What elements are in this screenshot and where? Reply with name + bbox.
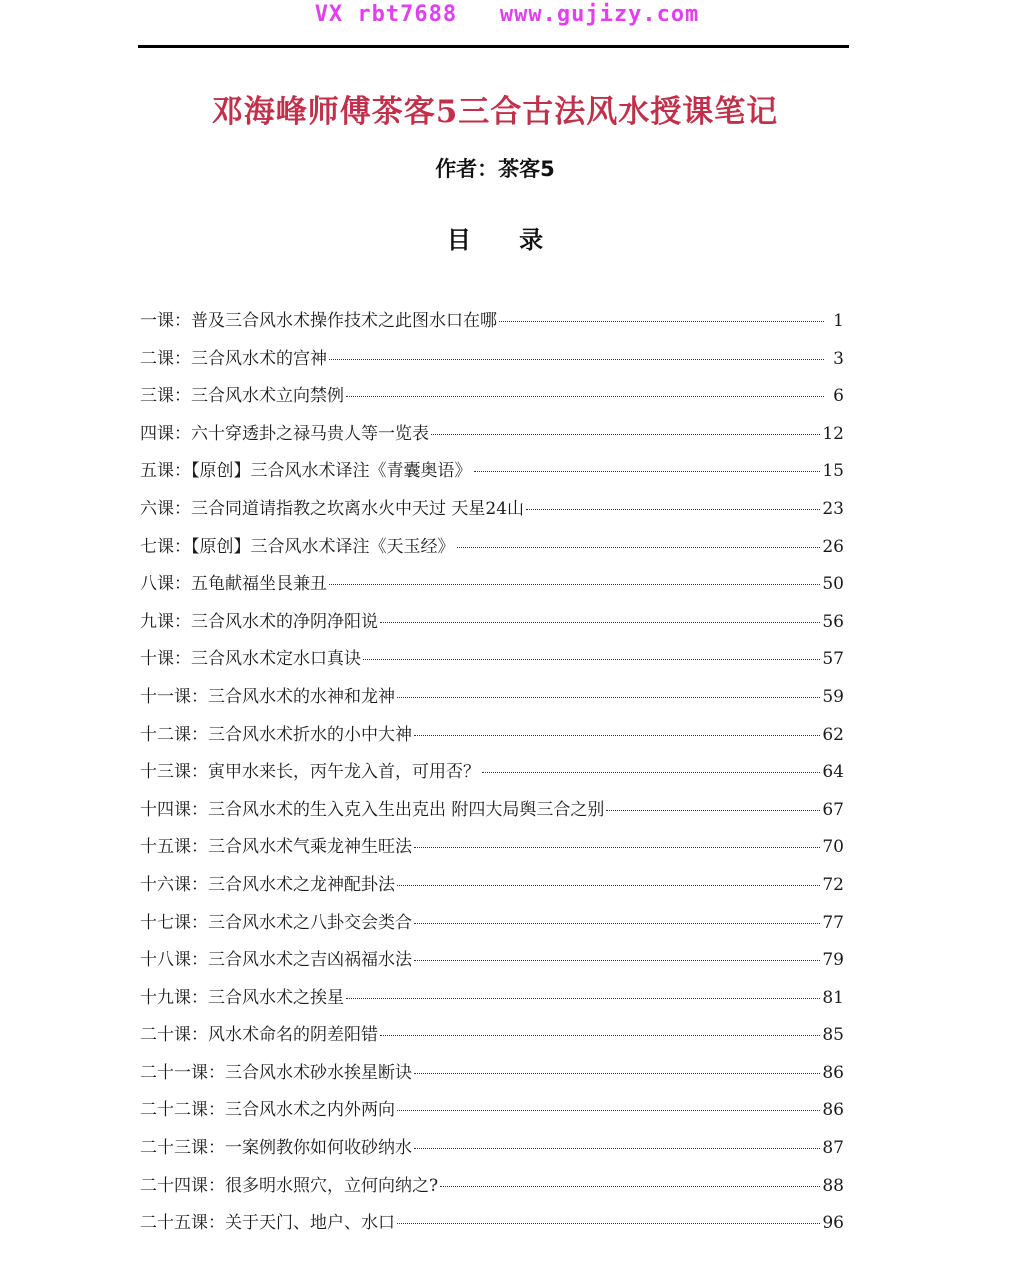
toc-entry-label: 九课：三合风水术的净阴净阳说 [140, 611, 378, 632]
toc-dot-leader [397, 697, 820, 698]
toc-entry-label: 二十一课：三合风水术砂水挨星断诀 [140, 1062, 412, 1083]
toc-entry-page-number: 56 [822, 611, 844, 632]
toc-entry-page-number: 72 [822, 874, 844, 895]
toc-entry[interactable] [140, 1171, 844, 1209]
toc-dot-leader [380, 1035, 820, 1036]
toc-entry-label: 二十四课：很多明水照穴，立何向纳之? [140, 1175, 439, 1196]
watermark-text: VX rbt7688 www.gujizy.com [314, 2, 700, 27]
toc-entry-page-number: 23 [822, 498, 844, 519]
toc-entry[interactable] [140, 569, 844, 607]
toc-entry[interactable] [140, 306, 844, 344]
toc-entry[interactable] [140, 419, 844, 457]
toc-entry-label: 四课：六十穿透卦之禄马贵人等一览表 [140, 423, 429, 444]
toc-entry-label: 二十五课：关于天门、地户、水口 [140, 1213, 395, 1234]
toc-entry-page-number: 70 [822, 837, 844, 858]
toc-entry-page-number: 96 [822, 1213, 844, 1234]
toc-entry-page-number: 88 [822, 1175, 844, 1196]
toc-entry-label: 十三课：寅甲水来长，丙午龙入首，可用否？ [140, 762, 480, 783]
toc-entry[interactable] [140, 494, 844, 532]
toc-dot-leader [397, 885, 820, 886]
toc-entry[interactable] [140, 456, 844, 494]
toc-dot-leader [329, 584, 820, 585]
toc-entry[interactable] [140, 1095, 844, 1133]
toc-entry-page-number: 26 [822, 536, 844, 557]
toc-entry-page-number: 64 [822, 762, 844, 783]
toc-entry[interactable] [140, 1058, 844, 1096]
author-line: 作者：茶客5 [435, 157, 555, 181]
toc-dot-leader [414, 735, 820, 736]
toc-dot-leader [380, 622, 820, 623]
toc-entry-page-number: 1 [833, 311, 844, 331]
toc-entry[interactable] [140, 644, 844, 682]
toc-entry[interactable] [140, 795, 844, 833]
toc-entry[interactable] [140, 682, 844, 720]
toc-dot-leader [346, 396, 824, 397]
toc-entry-label: 五课：【原创】三合风水术译注《青囊奥语》 [140, 461, 472, 482]
toc-entry[interactable] [140, 983, 844, 1021]
toc-entry-page-number: 86 [822, 1100, 844, 1121]
toc-entry-label: 十九课：三合风水术之挨星 [140, 987, 344, 1008]
toc-entry-page-number: 67 [822, 799, 844, 820]
toc-entry-label: 二十课：风水术命名的阴差阳错 [140, 1025, 378, 1046]
toc-entry-label: 十八课：三合风水术之吉凶祸福水法 [140, 950, 412, 971]
toc-entry-page-number: 6 [833, 386, 844, 407]
toc-entry-page-number: 59 [822, 686, 844, 707]
toc-dot-leader [526, 509, 820, 510]
toc-dot-leader [431, 434, 820, 435]
toc-entry-label: 十六课：三合风水术之龙神配卦法 [140, 874, 395, 895]
toc-dot-leader [414, 847, 820, 848]
toc-dot-leader [440, 1186, 820, 1187]
toc-entry-label: 十五课：三合风水术气乘龙神生旺法 [140, 837, 412, 858]
toc-entry-label: 八课：五龟献福坐艮兼丑 [140, 574, 327, 595]
toc-entry[interactable] [140, 720, 844, 758]
toc-entry-label: 二十二课：三合风水术之内外两向 [140, 1100, 395, 1121]
toc-entry-page-number: 62 [822, 724, 844, 745]
toc-entry[interactable] [140, 870, 844, 908]
toc-dot-leader [414, 1073, 820, 1074]
toc-entry-label: 七课：【原创】三合风水术译注《天玉经》 [140, 536, 455, 557]
toc-entry[interactable] [140, 832, 844, 870]
table-of-contents [140, 306, 844, 1246]
toc-dot-leader [414, 923, 820, 924]
toc-entry-page-number: 81 [822, 987, 844, 1008]
toc-entry-label: 二十三课：一案例教你如何收砂纳水 [140, 1138, 412, 1159]
toc-dot-leader [474, 471, 821, 472]
toc-heading: 目 录 [446, 226, 544, 254]
toc-dot-leader [397, 1223, 820, 1224]
toc-entry-label: 十课：三合风水术定水口真诀 [140, 649, 361, 670]
toc-entry[interactable] [140, 1020, 844, 1058]
toc-entry-label: 十二课：三合风水术折水的小中大神 [140, 724, 412, 745]
toc-entry[interactable] [140, 1133, 844, 1171]
toc-entry[interactable] [140, 908, 844, 946]
toc-entry-page-number: 79 [822, 950, 844, 971]
toc-entry-label: 十四课：三合风水术的生入克入生出克出 附四大局舆三合之别 [140, 799, 605, 820]
toc-dot-leader [414, 1148, 820, 1149]
toc-dot-leader [397, 1110, 820, 1111]
toc-dot-leader [363, 659, 820, 660]
toc-entry-page-number: 57 [822, 649, 844, 670]
toc-entry-label: 一课：普及三合风水术操作技术之此图水口在哪 [140, 311, 497, 331]
toc-entry[interactable] [140, 757, 844, 795]
toc-entry-page-number: 86 [822, 1062, 844, 1083]
toc-entry[interactable] [140, 381, 844, 419]
toc-dot-leader [346, 998, 820, 999]
toc-dot-leader [329, 359, 824, 360]
toc-entry-label: 六课：三合同道请指教之坎离水火中天过 天星24山 [140, 498, 525, 519]
toc-entry-label: 十七课：三合风水术之八卦交会类合 [140, 912, 412, 933]
toc-dot-leader [606, 810, 820, 811]
toc-entry-label: 三课：三合风水术立向禁例 [140, 386, 344, 407]
toc-entry[interactable] [140, 1208, 844, 1246]
document-title: 邓海峰师傅茶客5三合古法风水授课笔记 [211, 94, 779, 130]
toc-dot-leader [482, 772, 820, 773]
toc-entry-page-number: 15 [822, 461, 844, 482]
toc-entry[interactable] [140, 344, 844, 382]
toc-entry[interactable] [140, 532, 844, 570]
toc-entry[interactable] [140, 607, 844, 645]
toc-dot-leader [499, 321, 824, 322]
toc-entry-page-number: 12 [822, 423, 844, 444]
toc-entry-page-number: 3 [833, 348, 844, 369]
toc-dot-leader [457, 547, 821, 548]
toc-entry-label: 二课：三合风水术的宫神 [140, 348, 327, 369]
toc-entry-page-number: 87 [822, 1138, 844, 1159]
toc-entry[interactable] [140, 945, 844, 983]
toc-dot-leader [414, 960, 820, 961]
toc-entry-page-number: 85 [822, 1025, 844, 1046]
toc-entry-page-number: 50 [822, 574, 844, 595]
toc-entry-label: 十一课：三合风水术的水神和龙神 [140, 686, 395, 707]
header-rule [138, 45, 849, 48]
toc-entry-page-number: 77 [822, 912, 844, 933]
